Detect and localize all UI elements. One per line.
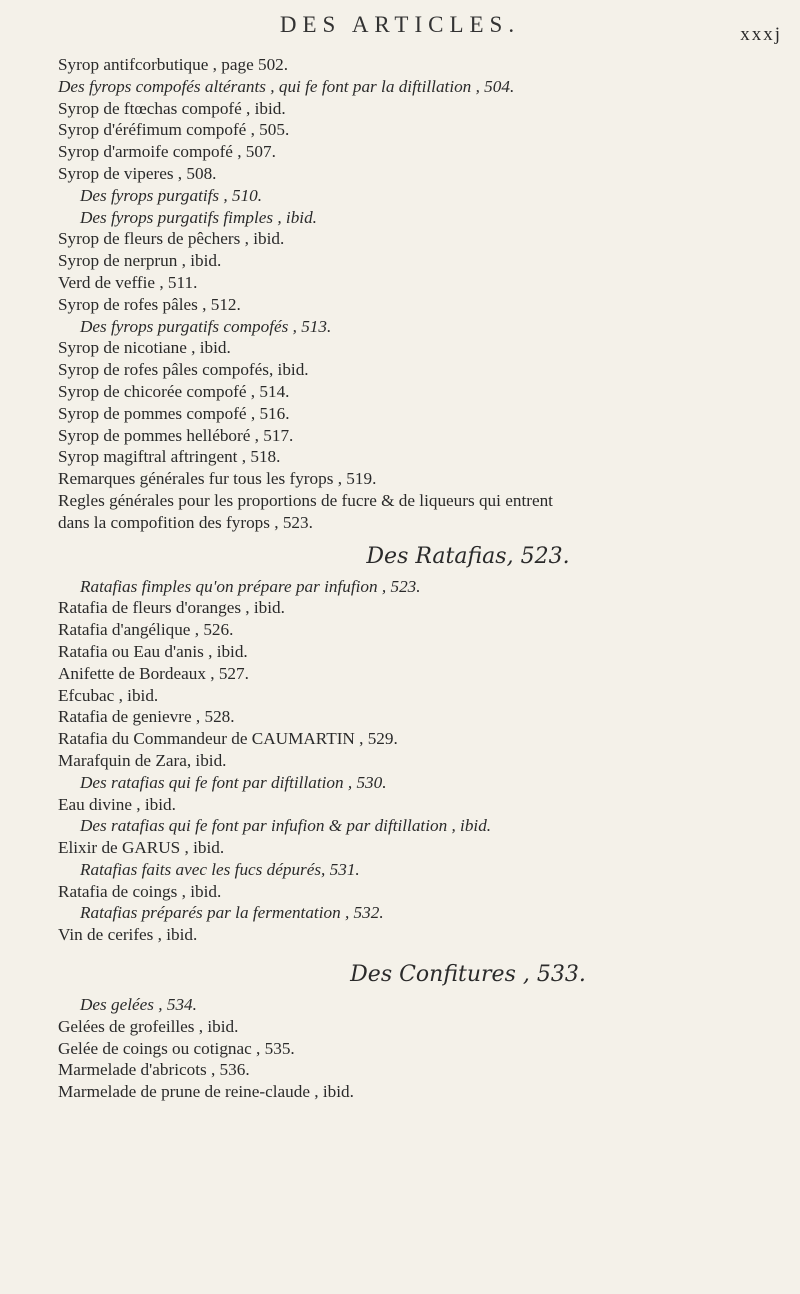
- toc-entry: Efcubac , ibid.: [58, 685, 159, 705]
- running-title: DES ARTICLES.: [279, 12, 521, 37]
- toc-entry: Syrop de fleurs de pêchers , ibid.: [58, 229, 285, 249]
- toc-entry: Ratafias fimples qu'on prépare par infufion , 523.: [80, 576, 421, 596]
- toc-entry: Syrop de pommes helléboré , 517.: [58, 425, 294, 445]
- toc-entry: Ratafias faits avec les fucs dépurés, 531.: [80, 859, 360, 879]
- syrops-list: [58, 54, 798, 534]
- toc-entry: Syrop de nicotiane , ibid.: [58, 338, 231, 358]
- toc-entry: Ratafia d'angélique , 526.: [58, 620, 234, 640]
- toc-entry: Syrop antifcorbutique , page 502.: [58, 55, 289, 74]
- toc-entry: Verd de veffie , 511.: [58, 272, 198, 292]
- toc-entry: Syrop de chicorée compofé , 514.: [58, 381, 290, 401]
- toc-entry: Elixir de GARUS , ibid.: [58, 838, 225, 858]
- toc-entry: Anifette de Bordeaux , 527.: [58, 663, 249, 683]
- toc-entry: Syrop d'éréfimum compofé , 505.: [58, 120, 290, 140]
- toc-entry: Des fyrops purgatifs fimples , ibid.: [80, 207, 317, 227]
- toc-entry: Syrop d'armoife compofé , 507.: [58, 142, 276, 162]
- toc-entry: Syrop de rofes pâles compofés, ibid.: [58, 360, 309, 380]
- toc-entry: Des ratafias qui fe font par diftillation , 530.: [80, 772, 387, 792]
- toc-entry: Des gelées , 534.: [80, 995, 197, 1015]
- toc-entry: Gelées de grofeilles , ibid.: [58, 1016, 239, 1036]
- toc-entry: Des fyrops purgatifs , 510.: [80, 185, 263, 205]
- toc-entry: Ratafia de genievre , 528.: [58, 707, 235, 727]
- confitures-list: [58, 994, 798, 1103]
- toc-entry: Marmelade de prune de reine-claude , ibid.: [58, 1082, 354, 1102]
- toc-entry: Syrop de rofes pâles , 512.: [58, 294, 241, 314]
- toc-entry: Syrop magiftral aftringent , 518.: [58, 447, 281, 467]
- toc-entry: Des ratafias qui fe font par infufion & par diftillation , ibid.: [80, 816, 492, 836]
- toc-entry: Des fyrops compofés altérants , qui fe font par la diftillation , 504.: [58, 76, 515, 96]
- section-title-ratafias: Des Ratafias, 523.: [366, 543, 570, 569]
- toc-entry: Vin de cerifes , ibid.: [58, 925, 198, 945]
- section-title-confitures: Des Confitures , 533.: [350, 962, 586, 988]
- toc-entry: Marafquin de Zara, ibid.: [58, 750, 227, 770]
- toc-entry: dans la compofition des fyrops , 523.: [58, 512, 313, 532]
- ratafias-list: [58, 576, 798, 947]
- table-of-contents: [58, 54, 798, 1103]
- toc-entry: Syrop de viperes , 508.: [58, 163, 217, 183]
- toc-entry: Marmelade d'abricots , 536.: [58, 1060, 250, 1080]
- toc-entry: Syrop de pommes compofé , 516.: [58, 403, 290, 423]
- toc-entry: Ratafia de fleurs d'oranges , ibid.: [58, 598, 285, 618]
- toc-entry: Gelée de coings ou cotignac , 535.: [58, 1038, 295, 1058]
- page-number: xxxj: [740, 24, 782, 45]
- toc-entry: Remarques générales fur tous les fyrops , 519.: [58, 469, 377, 489]
- toc-entry: Ratafia du Commandeur de CAUMARTIN , 529.: [58, 729, 398, 749]
- toc-entry: Ratafia ou Eau d'anis , ibid.: [58, 641, 248, 661]
- toc-entry: Syrop de nerprun , ibid.: [58, 251, 222, 271]
- toc-entry: Eau divine , ibid.: [58, 794, 176, 814]
- toc-entry: Regles générales pour les proportions de fucre & de liqueurs qui entrent: [58, 490, 553, 510]
- toc-entry: Syrop de ftœchas compofé , ibid.: [58, 98, 286, 118]
- toc-entry: Ratafias préparés par la fermentation , 532.: [80, 903, 384, 923]
- toc-entry: Ratafia de coings , ibid.: [58, 881, 222, 901]
- toc-entry: Des fyrops purgatifs compofés , 513.: [80, 316, 332, 336]
